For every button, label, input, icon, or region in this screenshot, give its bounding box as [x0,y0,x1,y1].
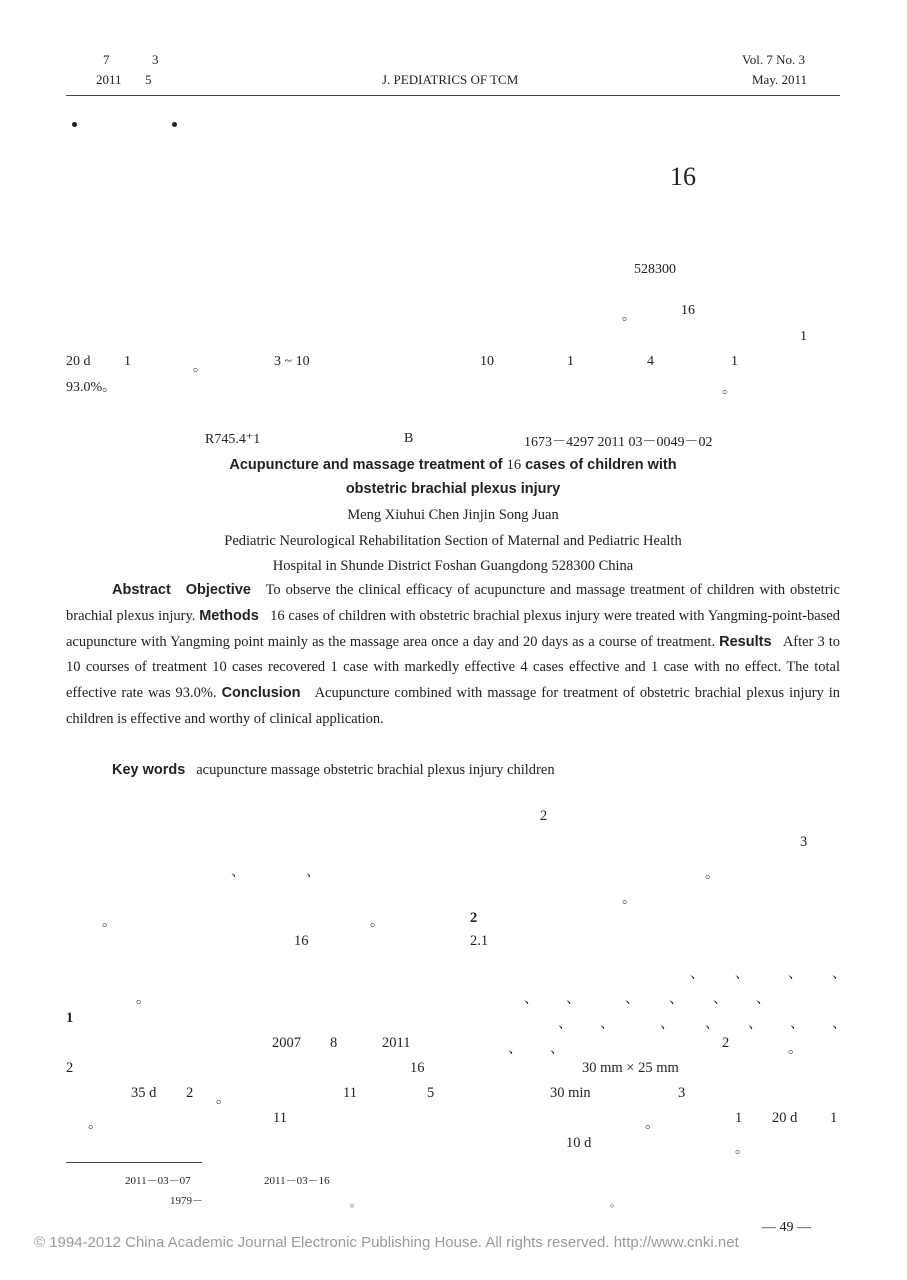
header-issue: 3 [152,52,159,67]
section-heading-2: 2 [470,910,478,926]
text-fragment: 2011 [382,1035,411,1051]
text-fragment: 、 [524,991,539,1007]
english-title-part: cases of children with [525,457,677,473]
text-fragment: 8 [330,1035,338,1051]
text-fragment: 、 [788,966,803,982]
text-fragment: 、 [550,1041,565,1057]
text-fragment: 1 [830,1110,838,1126]
footnote-mark: 。 [350,1197,361,1209]
text-fragment: 20 d [772,1110,798,1126]
english-title-line2: obstetric brachial plexus injury [345,481,561,497]
cn-abstract-num: 10 [480,354,494,369]
methods-label: Methods [199,607,259,624]
section-heading-1: 1 [66,1010,74,1026]
text-fragment: 、 [660,1016,675,1032]
author-birth-year: 1979－ [170,1195,203,1207]
cn-abstract-num: 1 [800,329,807,344]
cn-abstract-mark: 。 [722,382,736,397]
english-title-line1 [66,457,840,474]
revised-date: 2011－03－16 [264,1175,330,1187]
text-fragment: 。 [88,1116,103,1132]
text-fragment: 10 d [566,1135,592,1151]
document-code: B [404,431,414,446]
header-rule [66,95,840,96]
article-number: 1673－4297 2011 03－0049－02 [524,435,713,450]
journal-name: J. PEDIATRICS OF TCM [382,72,519,87]
received-date: 2011－03－07 [125,1175,191,1187]
abstract-label: Abstract [112,582,171,598]
english-title-part: Acupuncture and massage treatment of [229,457,503,473]
text-fragment: 2 [186,1085,194,1101]
affiliation-line2: Hospital in Shunde District Foshan Guangdong 528300 China [272,558,634,574]
text-fragment: 3 [678,1085,686,1101]
text-fragment: 。 [788,1041,803,1057]
cn-abstract-num: 4 [647,354,654,369]
text-fragment: 、 [558,1016,573,1032]
affiliation-zip: 528300 [634,262,676,277]
text-fragment: 2 [722,1035,730,1051]
text-fragment: 11 [343,1085,357,1101]
cn-abstract-mark: 。 [622,309,636,324]
text-fragment: 2 [540,808,548,824]
methods-text: 16 cases of children with obstetric brachial plexus injury were treated with Yangming-point-based acupuncture with Yangming point mainly as the massage area once a day and 20 days as a course of treatment. [66,607,841,650]
text-fragment: 35 d [131,1085,157,1101]
text-fragment: 1 [735,1110,743,1126]
affiliation-line1: Pediatric Neurological Rehabilitation Section of Maternal and Pediatric Health [224,533,682,549]
copyright-notice: © 1994-2012 China Academic Journal Electronic Publishing House. All rights reserved. http://www.cnki.net [34,1234,739,1251]
text-fragment: 。 [216,1091,231,1107]
text-fragment: 、 [735,966,750,982]
text-fragment: 16 [294,933,309,949]
header-volume: 7 [103,52,110,67]
cn-abstract-mark: 。 [193,360,207,375]
clc-number: R745.4⁺1 [205,432,261,447]
cn-abstract-num: 20 d [66,354,91,369]
authors: Meng Xiuhui Chen Jinjin Song Juan [347,507,559,523]
text-fragment: 。 [136,991,151,1007]
text-fragment: 。 [735,1141,750,1157]
text-fragment: 、 [756,991,771,1007]
header-date: May. 2011 [752,72,808,87]
cn-abstract-num: 1 [124,354,131,369]
results-text: After 3 to 10 courses of treatment 10 cases recovered 1 case with markedly effective 4 cases effective and 1 case with no effect. The total effective rate was 93.0%. [66,633,841,702]
text-fragment: 、 [625,991,640,1007]
text-fragment: 3 [800,834,808,850]
bullet-dot [172,122,177,127]
cn-abstract-num: 1 [567,354,574,369]
header-year: 2011 [96,72,122,87]
text-fragment: 、 [713,991,728,1007]
text-fragment: 。 [645,1116,660,1132]
text-fragment: 。 [370,914,385,930]
footnote-rule [66,1162,202,1163]
text-fragment: 、 [231,864,246,880]
keywords-text: acupuncture massage obstetric brachial plexus injury children [196,762,555,778]
objective-text: To observe the clinical efficacy of acupuncture and massage treatment of children with obstetric brachial plexus injury. [66,582,840,624]
text-fragment: 。 [705,866,720,882]
cn-abstract-num: 3 ~ 10 [274,354,310,369]
keywords-label: Key words [112,762,186,778]
text-fragment: 、 [600,1016,615,1032]
text-fragment: 、 [566,991,581,1007]
cn-abstract-num: 16 [681,303,695,318]
text-fragment: 30 min [550,1085,591,1101]
english-abstract [66,578,840,733]
text-fragment: 、 [832,966,847,982]
text-fragment: 。 [102,914,117,930]
text-fragment: 、 [748,1016,763,1032]
text-fragment: 、 [669,991,684,1007]
text-fragment: 2 [66,1060,74,1076]
page-number: — 49 — [762,1220,811,1235]
title-number: 16 [670,162,696,191]
objective-label: Objective [185,582,251,598]
text-fragment: 。 [622,891,637,907]
section-heading-2-1: 2.1 [470,933,489,949]
text-fragment: 30 mm × 25 mm [582,1060,679,1076]
text-fragment: 11 [273,1110,287,1126]
english-title-number: 16 [506,457,522,473]
results-label: Results [719,633,772,650]
text-fragment: 、 [705,1016,720,1032]
text-fragment: 2007 [272,1035,301,1051]
text-fragment: 、 [790,1016,805,1032]
text-fragment: 、 [508,1041,523,1057]
conclusion-label: Conclusion [221,685,301,702]
text-fragment: 5 [427,1085,435,1101]
text-fragment: 、 [832,1016,847,1032]
keywords [112,757,555,783]
conclusion-text: Acupuncture combined with massage for treatment of obstetric brachial plexus injury in children is effective and worthy of clinical application. [66,685,840,727]
cn-abstract-num: 1 [731,354,738,369]
text-fragment: 16 [410,1060,425,1076]
cn-abstract-rate: 93.0%。 [66,380,117,395]
text-fragment: 、 [690,966,705,982]
footnote-mark: 。 [610,1197,621,1209]
bullet-dot [72,122,77,127]
header-vol-no: Vol. 7 No. 3 [742,52,805,67]
text-fragment: 、 [306,864,321,880]
header-month: 5 [145,72,152,87]
